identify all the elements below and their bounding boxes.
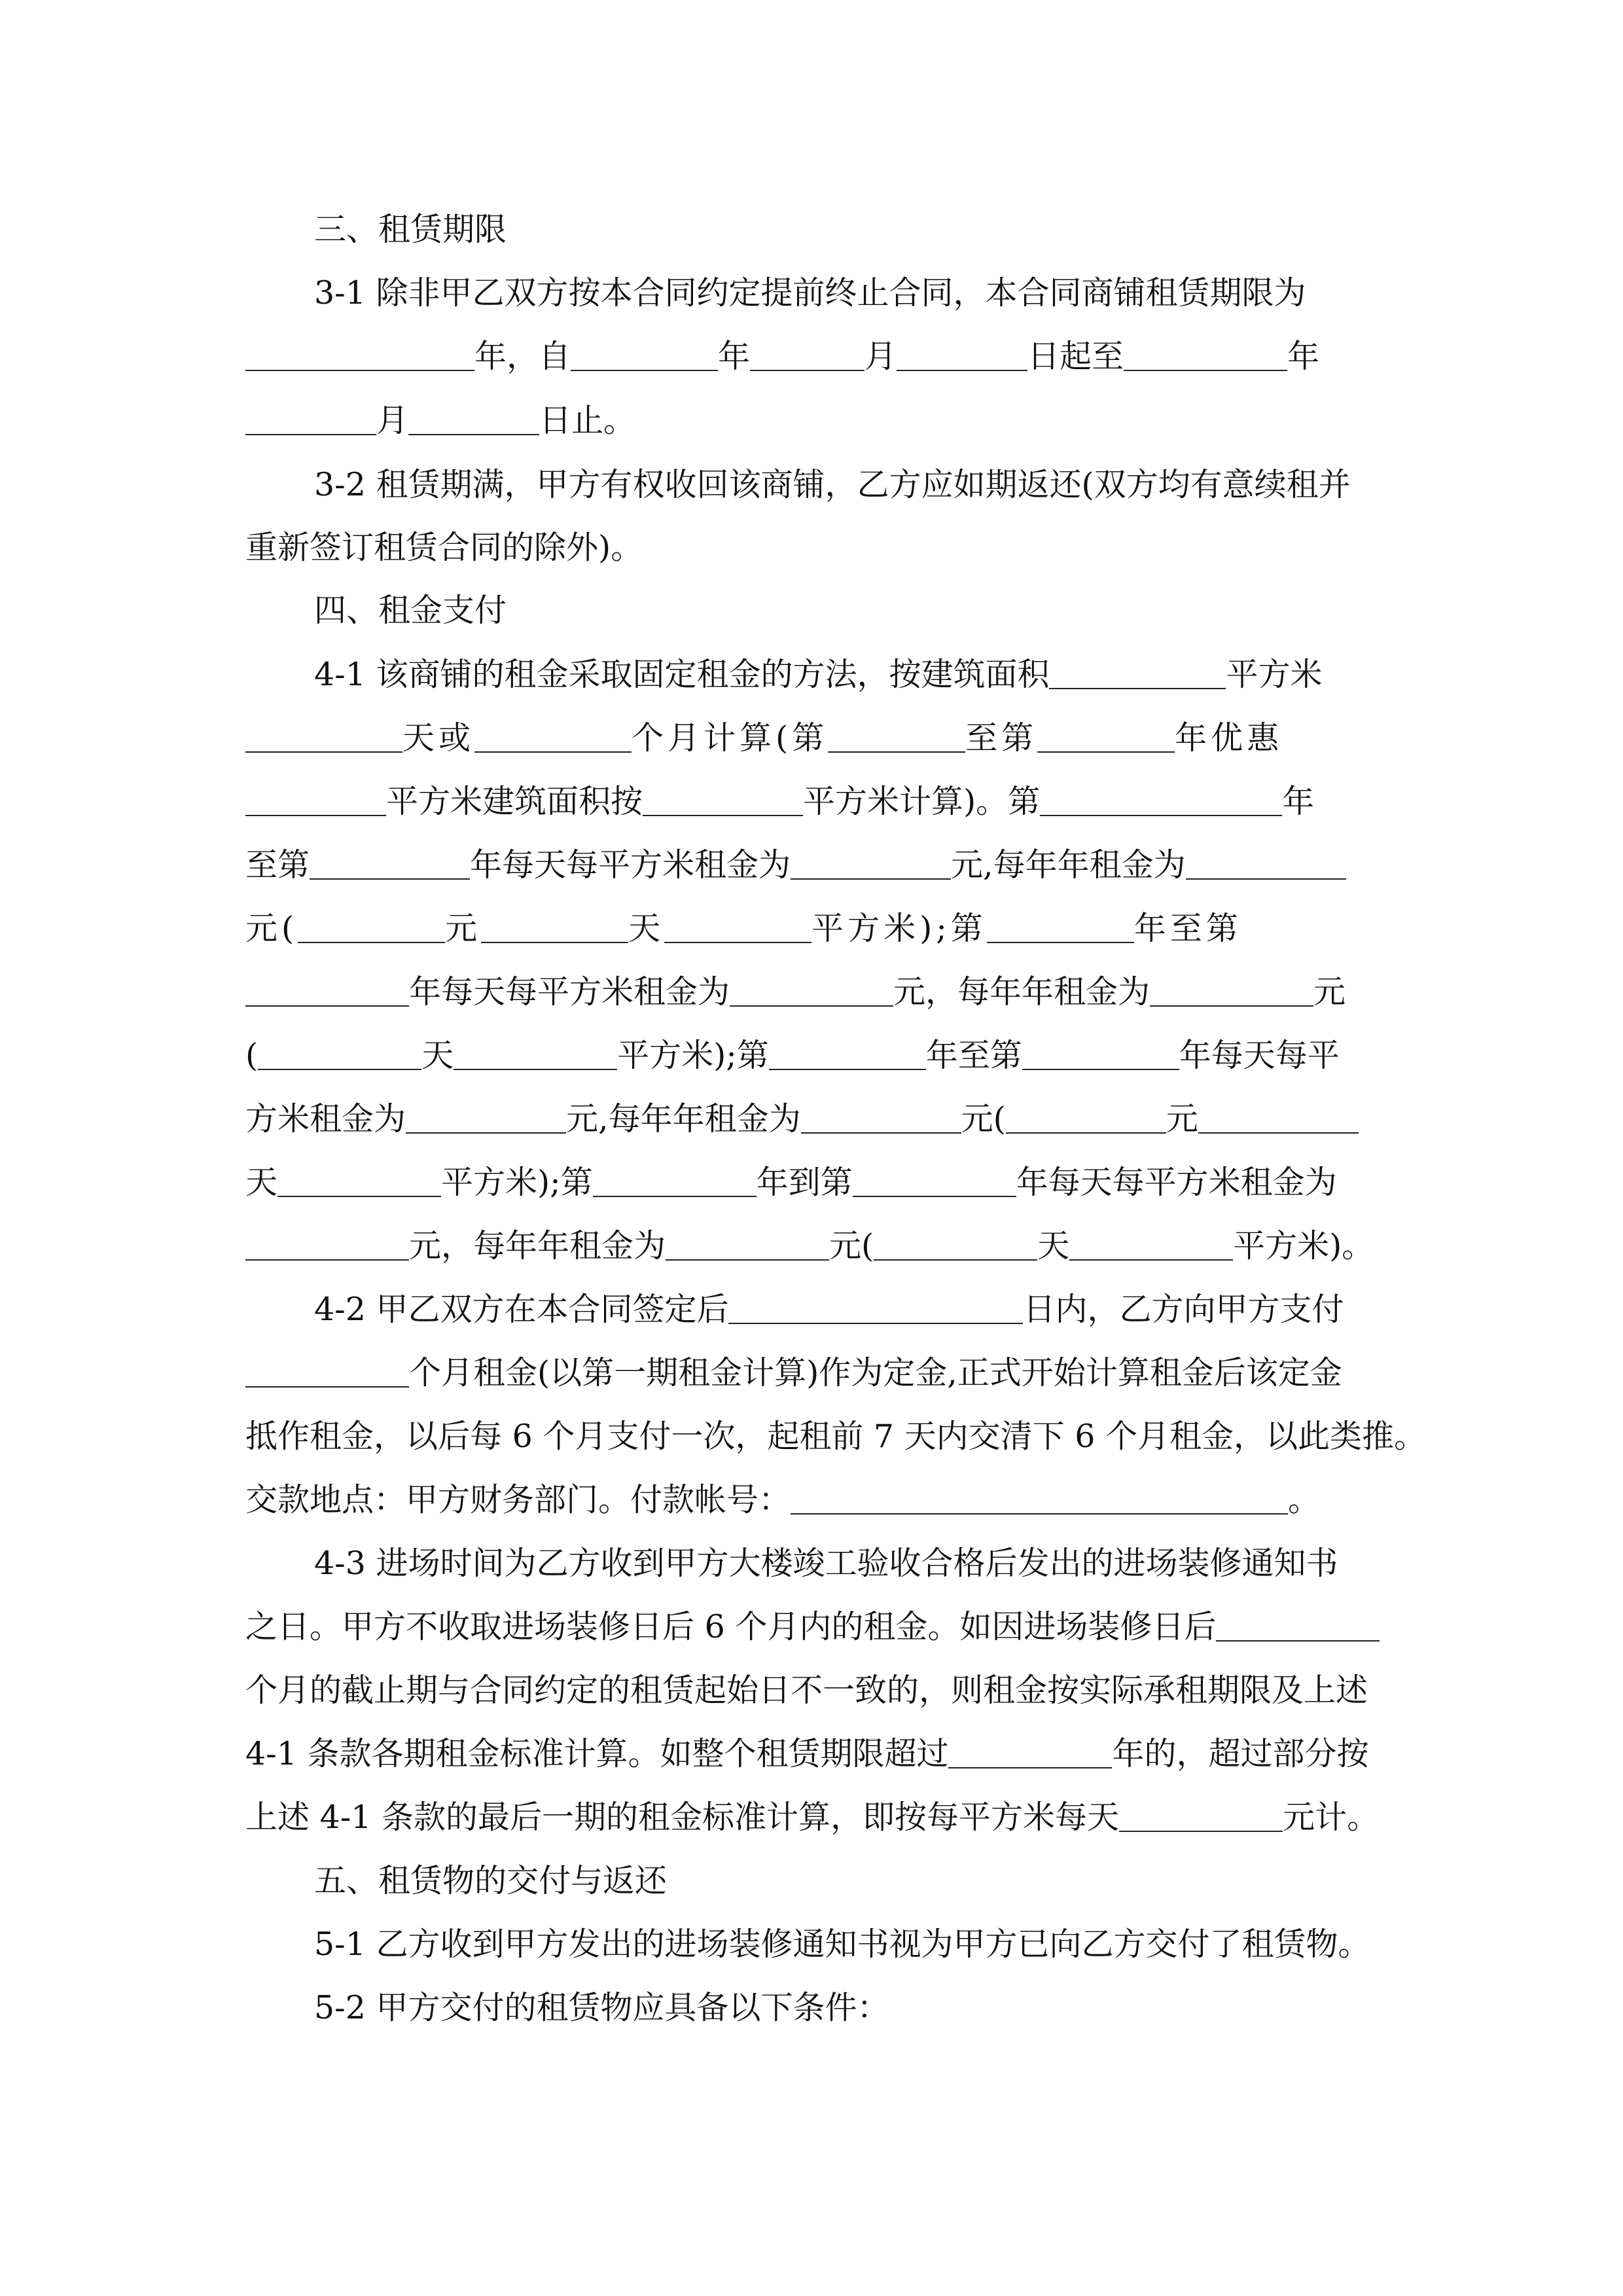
clause-4-3-line-2 (245, 1607, 1384, 1647)
clause-4-3-line-1 (314, 1544, 1453, 1583)
blank (874, 1230, 1037, 1261)
text: 年每天每平方米租金为 (409, 973, 730, 1011)
text: 元 (1313, 973, 1346, 1011)
clause-5-1 (314, 1925, 1453, 1964)
blank (1119, 1802, 1283, 1832)
blank (664, 913, 812, 943)
blank (593, 1167, 757, 1197)
text: 元 (1166, 1100, 1198, 1138)
blank (245, 341, 474, 371)
blank (1022, 1040, 1179, 1070)
clause-4-1-line-7 (245, 1036, 1384, 1075)
clause-4-2-line-2 (245, 1354, 1384, 1393)
clause-4-1-line-5 (245, 909, 1384, 948)
blank (1216, 1611, 1380, 1641)
text: 5-2 甲方交付的租赁物应具备以下条件： (314, 1989, 889, 2026)
clause-4-1-line-6 (245, 973, 1384, 1012)
section-title-text: 四、租金支付 (314, 592, 507, 629)
text: 平方米建筑面积按 (386, 783, 643, 820)
blank (245, 405, 376, 435)
clause-4-1-line-1 (314, 655, 1453, 694)
text: 平方米)。 (1233, 1227, 1374, 1265)
text: 平方米 (1226, 656, 1323, 693)
text: 天 (421, 1037, 454, 1074)
text: 日内，乙方向甲方支付 (1023, 1291, 1344, 1328)
text: 至第 (245, 846, 310, 884)
text: 年到第 (756, 1164, 853, 1201)
clause-4-1-line-3 (245, 782, 1384, 821)
blank (730, 977, 893, 1007)
text: 抵作租金，以后每 6 个月支付一次，起租前 7 天内交清下 6 个月租金，以此类推。 (245, 1418, 1426, 1455)
blank (571, 341, 718, 371)
text: 。 (1288, 1481, 1321, 1518)
clause-3-1-line-1 (314, 274, 1453, 313)
blank (277, 1167, 441, 1197)
text: 4-2 甲乙双方在本合同签定后 (314, 1291, 729, 1328)
account-number-blank (791, 1484, 1288, 1515)
clause-4-2-line-3 (245, 1417, 1426, 1456)
text: 至第 (965, 719, 1038, 757)
blank (987, 913, 1134, 943)
blank (310, 850, 470, 880)
blank (1037, 723, 1175, 753)
text: 年 (1287, 338, 1320, 375)
text: 个月的截止期与合同约定的租赁起始日不一致的，则租金按实际承租期限及上述 (245, 1672, 1368, 1709)
text: 3-1 除非甲乙双方按本合同约定提前终止合同，本合同商铺租赁期限为 (314, 274, 1306, 312)
text: 年，自 (474, 338, 571, 375)
text: 元 (445, 910, 482, 947)
text: 4-3 进场时间为乙方收到甲方大楼竣工验收合格后发出的进场装修通知书 (314, 1545, 1338, 1582)
section-title-text: 三、租赁期限 (314, 211, 507, 248)
text: 年至第 (925, 1037, 1022, 1074)
text: 日起至 (1027, 338, 1124, 375)
clause-4-1-line-9 (245, 1163, 1384, 1202)
clause-4-3-line-4 (245, 1734, 1384, 1774)
text: 月 (376, 402, 409, 439)
clause-3-1-line-3 (245, 401, 1384, 440)
text: 平方米);第 (441, 1164, 593, 1201)
clause-4-1-line-8 (245, 1100, 1384, 1139)
text: 4-1 该商铺的租金采取固定租金的方法，按建筑面积 (314, 656, 1050, 693)
section-title-text: 五、租赁物的交付与返还 (314, 1862, 668, 1899)
text: 3-2 租赁期满，甲方有权收回该商铺，乙方应如期返还(双方均有意续租并 (314, 466, 1351, 503)
text: ( (245, 1037, 259, 1074)
blank (245, 723, 402, 753)
text: 天 (628, 910, 665, 947)
blank (769, 1040, 926, 1070)
text: 4-1 条款各期租金标准计算。如整个租赁期限超过 (245, 1735, 949, 1772)
blank (245, 1230, 409, 1261)
text: 元,每年年租金为 (566, 1100, 801, 1138)
blank (728, 1294, 1023, 1324)
text: 平方米计算)。第 (803, 783, 1041, 820)
blank (897, 341, 1027, 371)
blank (791, 850, 951, 880)
clause-3-1-line-2 (245, 337, 1384, 376)
text: 平方米);第 (812, 910, 987, 947)
blank (666, 1230, 829, 1261)
blank (853, 1167, 1016, 1197)
text: 天或 (402, 719, 475, 757)
clause-4-2-line-4 (245, 1480, 1384, 1520)
text: 日止。 (539, 402, 636, 439)
text: 元( (961, 1100, 1006, 1138)
blank (245, 1357, 409, 1388)
text: 重新签订租赁合同的除外)。 (245, 529, 643, 566)
blank (1124, 341, 1287, 371)
blank (828, 723, 965, 753)
text: 个月租金(以第一期租金计算)作为定金,正式开始计算租金后该定金 (409, 1354, 1342, 1391)
blank (801, 1103, 961, 1134)
clause-4-3-line-3 (245, 1671, 1384, 1710)
text: 方米租金为 (245, 1100, 406, 1138)
text: 5-1 乙方收到甲方发出的进场装修通知书视为甲方已向乙方交付了租赁物。 (314, 1926, 1370, 1963)
text: 之日。甲方不收取进场装修日后 6 个月内的租金。如因进场装修日后 (245, 1608, 1217, 1645)
blank (245, 786, 386, 816)
text: 元,每年年租金为 (951, 846, 1186, 884)
blank (1186, 850, 1346, 880)
text: 年优惠 (1175, 719, 1283, 757)
text: 年的，超过部分按 (1112, 1735, 1369, 1772)
text: 年每天每平方米租金为 (470, 846, 791, 884)
blank (298, 913, 445, 943)
blank (454, 1040, 617, 1070)
section-4-title (314, 591, 1453, 630)
text: 年每天每平方米租金为 (1016, 1164, 1337, 1201)
text: 元( (245, 910, 298, 947)
clause-3-2-line-2 (245, 528, 1384, 567)
blank (750, 341, 865, 371)
text: 年 (1282, 783, 1315, 820)
text: 月 (865, 338, 897, 375)
blank (1040, 786, 1282, 816)
blank (948, 1738, 1112, 1768)
text: 交款地点：甲方财务部门。付款帐号： (245, 1481, 791, 1518)
section-3-title (314, 210, 1453, 249)
clause-5-2 (314, 1988, 1453, 2028)
text: 元计。 (1283, 1799, 1380, 1836)
clause-4-1-line-2 (245, 719, 1384, 758)
blank (643, 786, 803, 816)
blank (1049, 659, 1226, 689)
section-5-title (314, 1861, 1453, 1901)
blank (1150, 977, 1313, 1007)
blank (481, 913, 628, 943)
text: 年每天每平 (1179, 1037, 1340, 1074)
text: 元，每年年租金为 (893, 973, 1150, 1011)
text: 天 (1037, 1227, 1070, 1265)
blank (474, 723, 632, 753)
text: 天 (245, 1164, 278, 1201)
blank (245, 977, 409, 1007)
clause-4-1-line-4 (245, 846, 1384, 885)
blank (258, 1040, 421, 1070)
clause-4-2-line-1 (314, 1290, 1453, 1329)
text: 个月计算(第 (632, 719, 829, 757)
blank (1069, 1230, 1233, 1261)
clause-4-1-line-10 (245, 1227, 1384, 1266)
clause-4-3-line-5 (245, 1798, 1384, 1837)
text: 上述 4-1 条款的最后一期的租金标准计算，即按每平方米每天 (245, 1799, 1120, 1836)
blank (406, 1103, 566, 1134)
text: 年至第 (1133, 910, 1242, 947)
blank (1006, 1103, 1166, 1134)
blank (408, 405, 539, 435)
text: 元( (829, 1227, 874, 1265)
text: 元，每年年租金为 (409, 1227, 666, 1265)
clause-3-2-line-1 (314, 465, 1453, 505)
blank (1198, 1103, 1359, 1134)
text: 平方米);第 (617, 1037, 769, 1074)
text: 年 (718, 338, 751, 375)
